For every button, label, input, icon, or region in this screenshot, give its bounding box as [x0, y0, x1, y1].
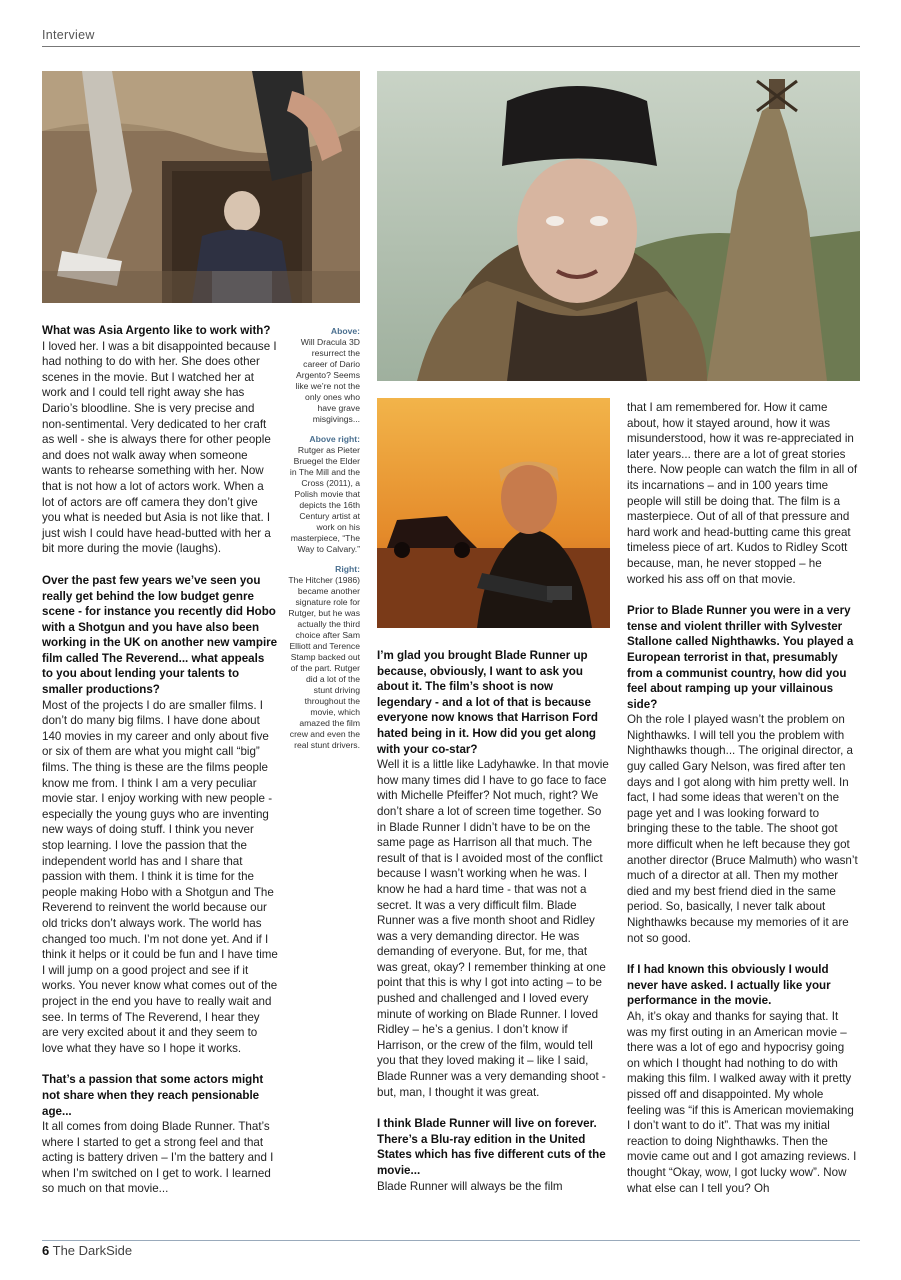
question: Over the past few years we’ve seen you really get behind the low budget genre scene - for instance you recently did Hobo with a Shotgun and you have also been working in the UK on another new vampire film called The Reverend... what appeals to you about lending your talents to smaller productions? [42, 573, 278, 697]
question: I’m glad you brought Blade Runner up because, obviously, I want to ask you about it. The film’s shoot is now legendary - and a lot of that is because everyone now knows that Harrison Ford hated being in it. How did you get along with your co-star? [377, 649, 598, 756]
answer: Well it is a little like Ladyhawke. In that movie how many times did I have to go face to face with Michelle Pfeiffer? Not much, right? We don’t share a lot of screen time together. So in Blade Runner I didn’t have to be on the same page as Harrison all that much. The result of that is I avoided most of the conflict because I wasn’t working when he was. I know he had a hard time - that was not a secret. It was a very difficult film. Blade Runner was a five month shoot and Ridley was a very demanding director. He was demanding of everyone. But, for me, that was great, okay? I remember thinking at one point that this is why I got into acting – to be pushed and challenged and I loved every minute of working on Blade Runner. I loved Ridley – he’s a genius. I don’t know if Harrison, or the crew of the film, would tell you that they loved making it – like I said, Blade Runner was a very demanding shoot - but, man, I thought it was great. [377, 758, 609, 1099]
question: I think Blade Runner will live on forever. There’s a Blu-ray edition in the United States which has five different cuts of the movie... [377, 1117, 606, 1177]
qa-block [42, 323, 278, 557]
question: That’s a passion that some actors might not share when they reach pensionable age... [42, 1073, 264, 1118]
header-rule [42, 46, 860, 47]
answer: that I am remembered for. How it came about, how it stayed around, how it was misunderstood, how it was re-appreciated in later years... there are a lot of great stories there. Now people can watch the film in all of its incarnations – and in 100 years time people will still be doing that. The film is a masterpiece. Out of all of that pressure and hard work and head-butting came this great timeless piece of art. Kudos to Ridley Scott because, man, he never stopped – he worked his ass off on that movie. [627, 401, 858, 586]
page-footer [42, 1243, 132, 1258]
answer: Most of the projects I do are smaller films. I don’t do many big films. I have done about 140 movies in my career and only about five or six of them are what you might call “big” films. The thing is these are the films people know me from. I think I am a very peculiar movie star. I enjoy working with new people - especially the young guys who are inventing new ways of doing stuff. I think you never stop learning. I love the passion that the independent world has and I share that passion with them. I think it is time for the people making Hobo with a Shotgun and The Reverend to reinvent the world because our old tricks don’t always work. The world has changed too much. I’m not done yet. And if I think it helps or it could be fun and I have time I will jump on a good project and see if it works. You never know what comes out of the project in the end you have to really wait and see. In terms of The Reverend, I hear they are very excited about it and they seem to love what they have so I hope it works. [42, 698, 278, 1055]
article-column-4 [627, 400, 860, 1212]
qa-block [627, 400, 860, 587]
article-column-3 [377, 648, 610, 1210]
qa-block [627, 962, 860, 1196]
qa-block [627, 603, 860, 946]
answer: Ah, it’s okay and thanks for saying that. It was my first outing in an American movie – there was a lot of ego and hypocrisy going on which I thought had nothing to do with making this film. I walked away with it pretty pissed off and disappointed. My whole feeling was “if this is American moviemaking I don’t want to do it”. That was my initial reaction to doing Nighthawks. Then the movie came out and I got amazing reviews. I thought “Okay, wow, I got lucky wow”. Now what else can I tell you? Oh [627, 1009, 857, 1195]
caption-above [288, 326, 360, 425]
photo-the-hitcher [377, 398, 610, 628]
photo-director-in-grave [42, 71, 360, 303]
qa-block [42, 1072, 278, 1197]
question: What was Asia Argento like to work with? [42, 324, 271, 337]
answer: It all comes from doing Blade Runner. That’s where I started to get a strong feel and that acting is battery driven – I’m the battery and I when I’m switched on I get to work. I learned so much on that movie... [42, 1120, 274, 1196]
article-column-1 [42, 323, 278, 1213]
caption-above-right [288, 434, 360, 555]
caption-title: Right: [335, 564, 360, 574]
caption-text: The Hitcher (1986) became another signature role for Rutger, but he was actually the third choice after Sam Elliott and Terence Stamp backed out of the part. Rutger did a lot of the stunt driving throughout the movie, which amazed the film crew and even the real stunt drivers. [288, 575, 360, 750]
photo-captions [288, 326, 360, 760]
caption-text: Rutger as Pieter Bruegel the Elder in The Mill and the Cross (2011), a Polish movie that depicts the 16th Century artist at work on his masterpiece, “The Way to Calvary.” [289, 445, 360, 554]
answer: Oh the role I played wasn’t the problem on Nighthawks. I will tell you the problem with Nighthawks though... The original director, a guy called Gary Nelson, was fired after ten days and I got along with him pretty well. In fact, I had some ideas that weren’t on the page yet and I was looking forward to bringing these to the table. The shoot got more difficult when he left because they got another director (Bruce Malmuth) who wasn’t much of a director at all. Then my mother died and my best friend died in the same period. So, basically, I never talk about Nighthawks because my memories of it are not so good. [627, 713, 858, 945]
answer: Blade Runner will always be the film [377, 1179, 563, 1193]
caption-text: Will Dracula 3D resurrect the career of Dario Argento? Seems like we’re not the only ones who have grave misgivings... [295, 337, 360, 424]
photo-mill-and-the-cross [377, 71, 860, 381]
caption-title: Above right: [309, 434, 360, 444]
footer-rule [42, 1240, 860, 1241]
question: If I had known this obviously I would never have asked. I actually like your performance in the movie. [627, 963, 831, 1008]
answer: I loved her. I was a bit disappointed because I had nothing to do with her. She does other scenes in the movie. But I watched her at work and I could tell right away she has Dario’s bloodline. She is very precise and non-sentimental. Very dedicated to her craft as well - she is always there for other people and does not walk away when someone wants to rehearse something with her. Now that is not how a lot of actors work. When a lot of actors are off camera they don’t give you what is needed but Asia is not like that. I just wish I could have head-butted with her a bit more during the movie (laughs). [42, 339, 277, 556]
caption-title: Above: [330, 326, 360, 336]
magazine-name: The DarkSide [52, 1243, 133, 1258]
qa-block [377, 1116, 610, 1194]
section-label: Interview [42, 28, 95, 42]
question: Prior to Blade Runner you were in a very tense and violent thriller with Sylvester Stallone called Nighthawks. You played a European terrorist in that, presumably from a communist country, how did you feel about ramping up your villainous side? [627, 604, 854, 711]
qa-block [377, 648, 610, 1100]
caption-right [288, 564, 360, 751]
qa-block [42, 573, 278, 1056]
page-number: 6 [42, 1243, 50, 1258]
